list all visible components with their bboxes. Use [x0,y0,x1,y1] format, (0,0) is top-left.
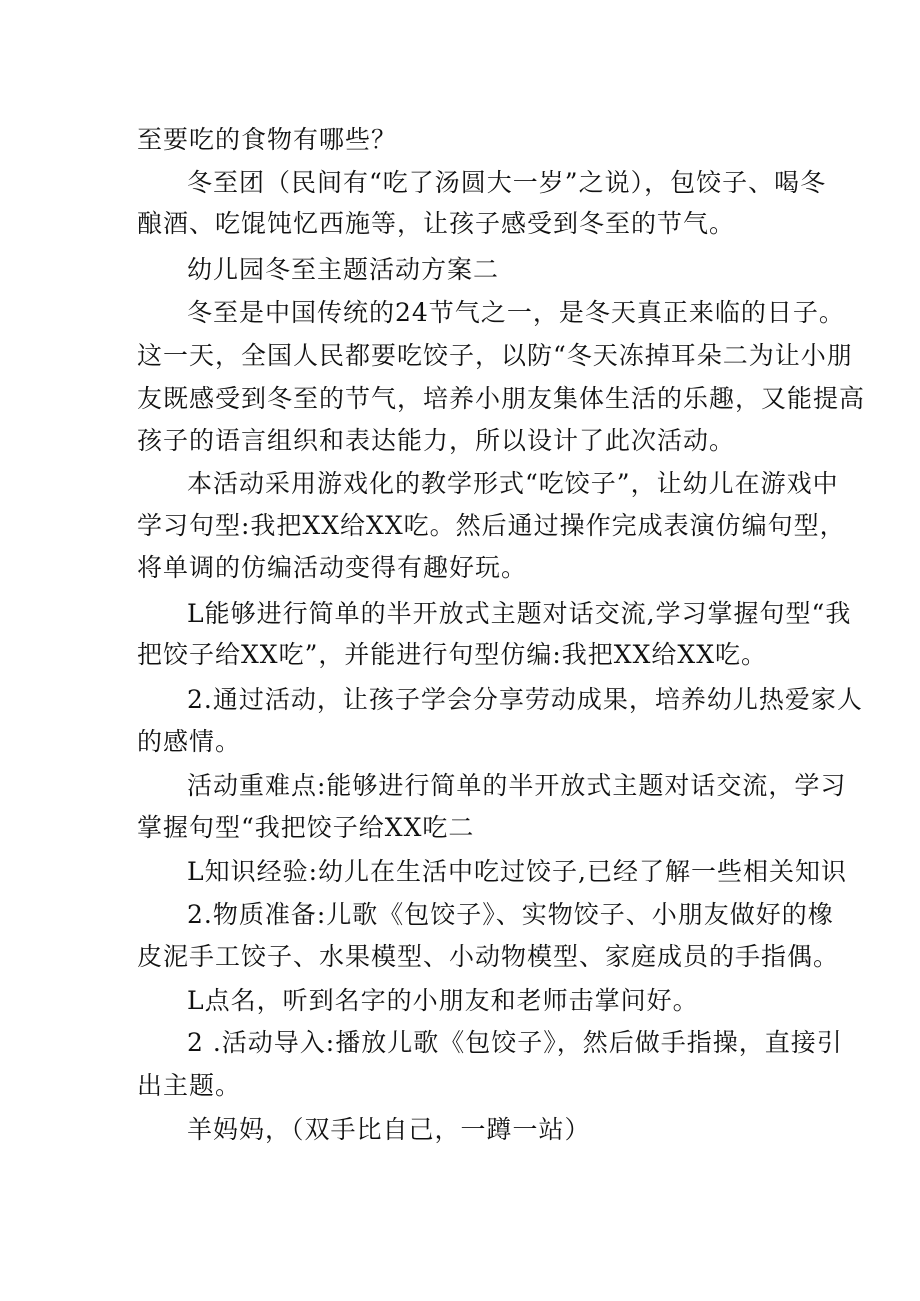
text-line: 皮泥手工饺子、水果模型、小动物模型、家庭成员的手指偶。 [137,942,840,971]
text-line: 掌握句型“我把饺子给XX吃二 [137,813,475,842]
text-line: 冬至团（民间有“吃了汤圆大一岁”之说），包饺子、喝冬 [187,168,827,197]
text-line: 出主题。 [137,1071,242,1100]
text-line: L能够进行简单的半开放式主题对话交流,学习掌握句型“我 [187,599,852,628]
text-line: 冬至是中国传统的24节气之一，是冬天真正来临的日子。 [187,298,845,327]
text-line: 孩子的语言组织和表达能力，所以设计了此次活动。 [137,426,736,455]
text-line: 2.通过活动，让孩子学会分享劳动成果，培养幼儿热爱家人 [187,685,863,714]
text-line: 羊妈妈，（双手比自己，一蹲一站） [187,1115,591,1144]
text-line: 友既感受到冬至的节气，培养小朋友集体生活的乐趣，又能提高 [137,384,866,413]
text-line: 酿酒、吃馄饨忆西施等，让孩子感受到冬至的节气。 [137,209,736,238]
text-line: 幼儿园冬至主题活动方案二 [187,255,500,284]
text-line: 本活动采用游戏化的教学形式“吃饺子”，让幼儿在游戏中 [187,469,839,498]
text-line: L点名，听到名字的小朋友和老师击掌问好。 [187,986,699,1015]
text-line: 2 .活动导入:播放儿歌《包饺子》，然后做手指操，直接引 [187,1028,843,1057]
text-line: 将单调的仿编活动变得有趣好玩。 [137,553,528,582]
text-line: 把饺子给XX吃”，并能进行句型仿编:我把XX给XX吃。 [137,640,767,669]
text-line: L知识经验:幼儿在生活中吃过饺子,已经了解一些相关知识 [187,857,847,886]
text-line: 活动重难点:能够进行简单的半开放式主题对话交流，学习 [187,771,847,800]
text-line: 2.物质准备:儿歌《包饺子》、实物饺子、小朋友做好的橡 [187,900,834,929]
text-line: 至要吃的食物有哪些？ [137,125,398,154]
text-line: 学习句型:我把XX给XX吃。然后通过操作完成表演仿编句型， [137,511,846,540]
text-line: 这一天，全国人民都要吃饺子，以防“冬天冻掉耳朵二为让小朋 [137,341,853,370]
text-line: 的感情。 [137,727,242,756]
